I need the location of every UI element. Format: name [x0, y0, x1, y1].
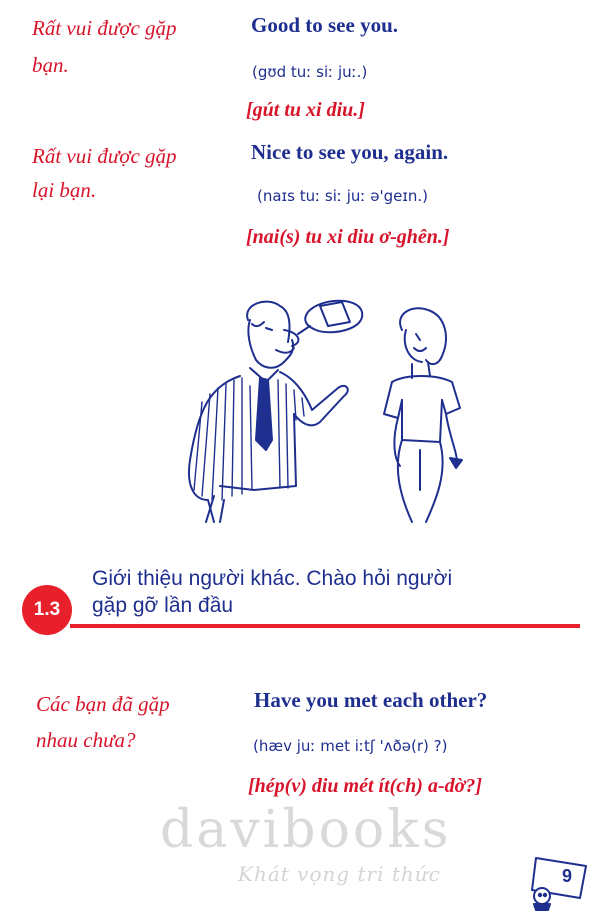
- phrase-3-vn-line2: nhau chưa?: [36, 728, 136, 752]
- page-number: 9: [562, 866, 573, 886]
- watermark-brand: davibooks: [160, 800, 452, 860]
- phrase-2-vn-line1: Rất vui được gặp: [32, 144, 177, 168]
- phrase-1-vn-line2: bạn.: [32, 53, 69, 77]
- phrase-1-english: Good to see you.: [251, 13, 398, 37]
- speech-bubble-icon: [298, 301, 362, 334]
- phrase-1-pronunciation: [gút tu xi diu.]: [246, 99, 365, 121]
- phrase-2-ipa: (naɪs tuː siː juː ə'geɪn.): [257, 187, 429, 205]
- phrase-1-vietnamese: [32, 12, 177, 81]
- section-title-line2: gặp gỡ lần đầu: [92, 594, 234, 617]
- phrase-2-pronunciation: [nai(s) tu xi diu ơ-ghên.]: [246, 226, 450, 248]
- phrase-3-ipa: (hæv juː met iːtʃ 'ʌðə(r) ?): [253, 737, 448, 755]
- phrase-3-english: Have you met each other?: [254, 688, 488, 712]
- page-number-mascot-icon: [520, 852, 592, 912]
- section-title: [92, 565, 452, 619]
- phrase-3-vietnamese: [36, 688, 170, 756]
- phrase-3-vn-line1: Các bạn đã gặp: [36, 692, 170, 716]
- phrase-2-vietnamese: [32, 140, 177, 206]
- phrase-2-english: Nice to see you, again.: [251, 140, 449, 164]
- phrase-1-ipa: (gʊd tuː siː juː.): [252, 63, 368, 81]
- phrase-2-vn-line2: lại bạn.: [32, 178, 97, 202]
- man-figure: [189, 302, 348, 522]
- section-number-badge: 1.3: [22, 585, 72, 635]
- watermark-slogan: Khát vọng tri thức: [238, 862, 441, 886]
- phrase-3-pronunciation: [hép(v) diu mét ít(ch) a-dờ?]: [248, 775, 483, 797]
- two-people-illustration: [180, 290, 470, 525]
- section-title-line1: Giới thiệu người khác. Chào hỏi người: [92, 567, 453, 590]
- section-underline: [70, 624, 580, 628]
- woman-figure: [384, 308, 462, 522]
- phrase-1-vn-line1: Rất vui được gặp: [32, 16, 177, 40]
